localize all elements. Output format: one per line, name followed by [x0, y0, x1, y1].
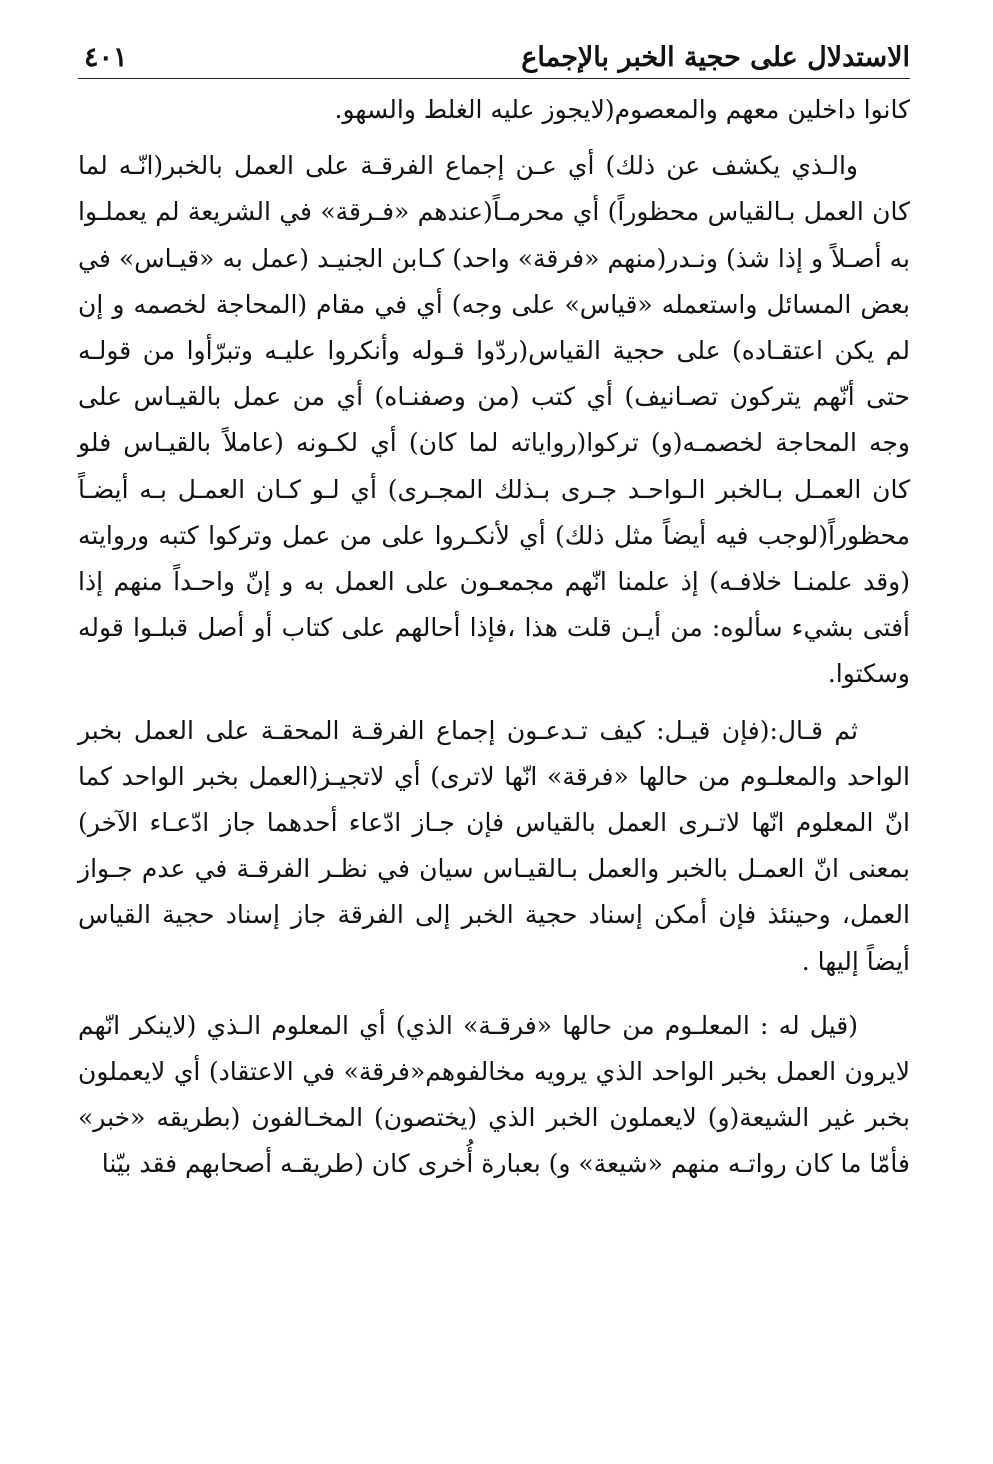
page-number: ٤٠١: [84, 42, 128, 73]
book-page: [78, 28, 910, 1188]
paragraph: ثم قـال:(فإن قيـل: كيف تـدعـون إجماع الفرقـة المحقـة على العمل بخبر الواحد والمعلـوم من حالها «فرقة» انّها لاترى) أي لاتجيـز(العمل بخبر الواحد كما انّ المعلوم انّها لاتـرى العمل بالقياس فإن جـاز ادّعاء أحدهما جاز ادّعـاء الآخر) بمعنى انّ العمـل بالخبر والعمل بـالقيـاس سيان في نظـر الفرقـة في عدم جـواز العمل، وحينئذ فإن أمكن إسناد حجية الخبر إلى الفرقة جاز إسناد حجية القياس أيضاً إليها .: [78, 715, 910, 976]
running-header: [78, 28, 910, 79]
paragraph-continuation: كانوا داخلين معهم والمعصوم(لايجوز عليه الغلط والسهو.: [334, 95, 910, 124]
paragraph: (قيل له : المعلـوم من حالها «فرقـة» الذي) أي المعلوم الـذي (لاينكر انّهم لايرون العمل بخبر الواحد الذي يرويه مخالفوهم«فرقة» في الاعتقاد) أي لايعملون بخبر غير الشيعة(و) لايعملون الخبر الذي (يختصون) المخـالفون (بطريقه «خبر» فأمّا ما كان رواتـه منهم «شيعة» و) بعبارة أُخرى كان (طريقـه أصحابهم فقد بيّنا: [78, 1010, 910, 1179]
running-title: الاستدلال على حجية الخبر بالإجماع: [521, 42, 910, 73]
body-text: [78, 87, 910, 1188]
paragraph: والـذي يكشف عن ذلك) أي عـن إجماع الفرقـة على العمل بالخبر(انّـه لما كان العمل بـالقياس محظوراً) أي محرمـاً(عندهم «فـرقة» في الشريعة لم يعملـوا به أصـلاً و إذا شذ) ونـدر(منهم «فرقة» واحد) كـابن الجنيـد (عمل به «قيـاس» في بعض المسائل واستعمله «قياس» على وجه) أي في مقام (المحاجة لخصمه و إن لم يكن اعتقـاده) على حجية القياس(ردّوا قـوله وأنكروا عليـه وتبرّأوا من قولـه حتى أنّهم يتركون تصـانيف) أي كتب (من وصفنـاه) أي من عمل بالقيـاس على وجه المحاجة لخصمـه(و) تركوا(رواياته لما كان) أي لكـونه (عاملاً بالقيـاس فلو كان العمـل بـالخبر الـواحـد جـرى بـذلك المجـرى) أي لـو كـان العمـل بـه أيضـاً محظوراً(لوجب فيه أيضاً مثل ذلك) أي لأنكـروا على من عمل وتركوا كتبه وروايته (وقد علمنـا خلافـه) إذ علمنا انّهم مجمعـون على العمل به و إنّ واحـداً منهم إذا أفتى بشيء سألوه: من أيـن قلت هذا ،فإذا أحالهم على كتاب أو أصل قبلـوا قوله وسكتوا.: [78, 151, 910, 689]
